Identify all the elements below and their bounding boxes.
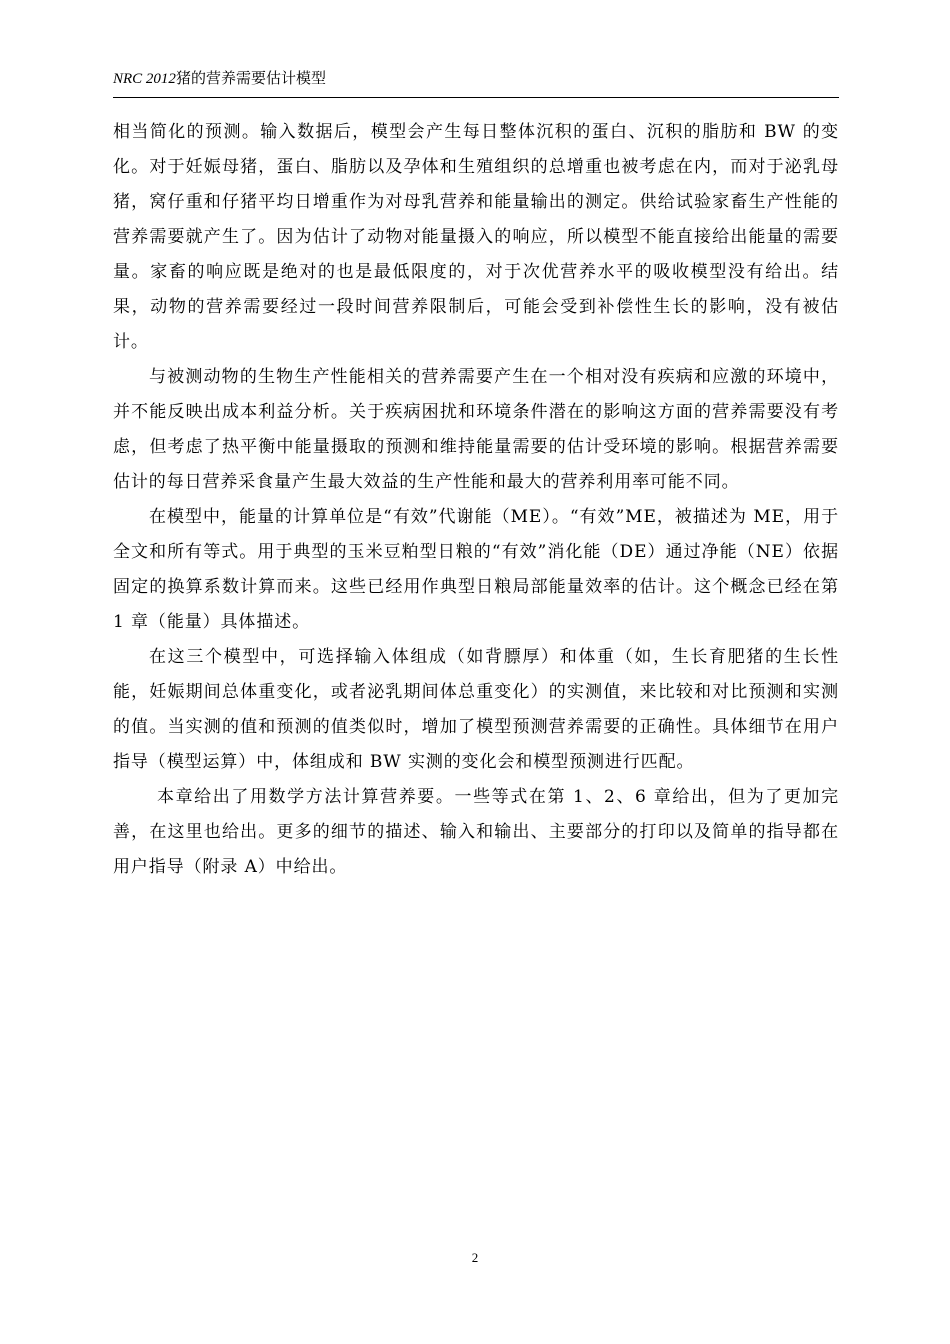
header-title-cn: 猪的营养需要估计模型 xyxy=(175,69,326,87)
header-title-latin: NRC 2012 xyxy=(113,71,176,87)
paragraph-5: 本章给出了用数学方法计算营养要。一些等式在第 1、2、6 章给出，但为了更加完善，在这里也给出。更多的细节的描述、输入和输出、主要部分的打印以及简单的指导都在用户指导（附录 A）中给出。 xyxy=(113,787,839,877)
header-divider xyxy=(113,97,839,98)
paragraph-4: 在这三个模型中，可选择输入体组成（如背膘厚）和体重（如，生长育肥猪的生长性能，妊娠期间总体重变化，或者泌乳期间体总重变化）的实测值，来比较和对比预测和实测的值。当实测的值和预测的值类似时，增加了模型预测营养需要的正确性。具体细节在用户指导（模型运算）中，体组成和 BW 实测的变化会和模型预测进行匹配。 xyxy=(113,647,839,772)
paragraph-2: 与被测动物的生物生产性能相关的营养需要产生在一个相对没有疾病和应激的环境中，并不能反映出成本利益分析。关于疾病困扰和环境条件潜在的影响这方面的营养需要没有考虑，但考虑了热平衡中能量摄取的预测和维持能量需要的估计受环境的影响。根据营养需要估计的每日营养采食量产生最大效益的生产性能和最大的营养利用率可能不同。 xyxy=(113,367,839,492)
body-text xyxy=(113,115,839,885)
page-number: 2 xyxy=(471,1250,479,1265)
paragraph-3: 在模型中，能量的计算单位是“有效”代谢能（ME）。“有效”ME，被描述为 ME，用于全文和所有等式。用于典型的玉米豆粕型日粮的“有效”消化能（DE）通过净能（NE）依据固定的换算系数计算而来。这些已经用作典型日粮局部能量效率的估计。这个概念已经在第 1 章（能量）具体描述。 xyxy=(113,507,839,632)
paragraph-1: 相当简化的预测。输入数据后，模型会产生每日整体沉积的蛋白、沉积的脂肪和 BW 的变化。对于妊娠母猪，蛋白、脂肪以及孕体和生殖组织的总增重也被考虑在内，而对于泌乳母猪，窝仔重和仔猪平均日增重作为对母乳营养和能量输出的测定。供给试验家畜生产性能的营养需要就产生了。因为估计了动物对能量摄入的响应，所以模型不能直接给出能量的需要量。家畜的响应既是绝对的也是最低限度的，对于次优营养水平的吸收模型没有给出。结果，动物的营养需要经过一段时间营养限制后，可能会受到补偿性生长的影响，没有被估计。 xyxy=(113,122,839,352)
running-header xyxy=(113,68,326,89)
